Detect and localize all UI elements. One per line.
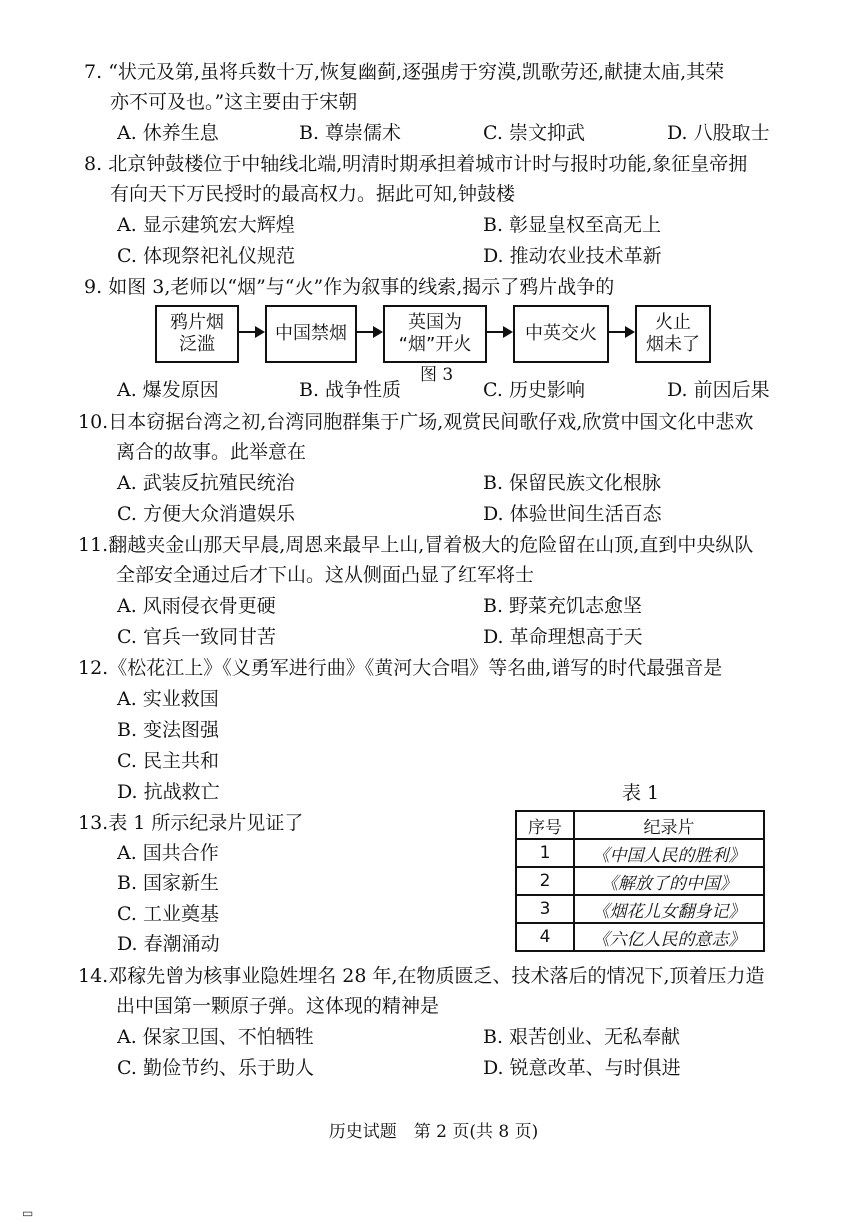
question-text: 离合的故事。此举意在	[116, 441, 307, 463]
table-row	[516, 895, 764, 923]
question-text: 邓稼先曾为核事业隐姓埋名 28 年,在物质匮乏、技术落后的情况下,顶着压力造	[108, 965, 765, 987]
option-d[interactable]: D. 前因后果	[667, 379, 770, 401]
figure-caption: 图 3	[420, 365, 454, 385]
question-text: “状元及第,虽将兵数十万,恢复幽蓟,逐强虏于穷漠,凯歌劳还,献捷太庙,其荣	[108, 61, 725, 83]
question-text: 亦不可及也。”这主要由于宋朝	[110, 91, 358, 113]
option-b[interactable]: B. 野菜充饥志愈坚	[483, 595, 643, 617]
options-12	[117, 777, 797, 807]
option-c[interactable]: C. 勤俭节约、乐于助人	[117, 1057, 314, 1079]
question-text: 《松花江上》《义勇军进行曲》《黄河大合唱》等名曲,谱写的时代最强音是	[108, 657, 723, 679]
option-c[interactable]: C. 官兵一致同甘苦	[117, 626, 276, 648]
table-header: 序号	[516, 811, 574, 839]
options-11	[117, 591, 797, 621]
option-b[interactable]: B. 彰显皇权至高无上	[483, 214, 662, 236]
question-9	[84, 272, 784, 302]
table-1	[515, 810, 765, 952]
options-14b	[117, 1053, 797, 1083]
options-12	[117, 715, 797, 745]
table-caption: 表 1	[622, 782, 660, 804]
options-10	[117, 468, 797, 498]
option-c[interactable]: C. 民主共和	[117, 750, 219, 772]
arrow-icon	[239, 331, 263, 333]
question-number: 7.	[84, 61, 103, 83]
option-c[interactable]: C. 历史影响	[483, 379, 585, 401]
table-cell: 《烟花儿女翻身记》	[574, 895, 764, 923]
option-d[interactable]: D. 推动农业技术革新	[483, 245, 662, 267]
table-row	[516, 839, 764, 867]
corner-mark: ▭	[22, 1206, 34, 1220]
table-cell: 3	[516, 895, 574, 923]
question-number: 12.	[78, 657, 109, 679]
option-b[interactable]: B. 艰苦创业、无私奉献	[483, 1026, 681, 1048]
table-cell: 《解放了的中国》	[574, 867, 764, 895]
table-cell: 《中国人民的胜利》	[574, 839, 764, 867]
flow-box-line: 火止	[655, 312, 691, 333]
option-d[interactable]: D. 八股取士	[667, 122, 770, 144]
table-row	[516, 923, 764, 951]
option-b[interactable]: B. 变法图强	[117, 719, 220, 741]
flow-box-5	[635, 305, 711, 363]
option-a[interactable]: A. 国共合作	[117, 842, 219, 864]
option-d[interactable]: D. 锐意改革、与时俱进	[483, 1057, 681, 1079]
question-14	[78, 961, 778, 1021]
flow-box-3	[383, 305, 487, 363]
options-13	[117, 868, 417, 898]
question-7	[84, 57, 784, 117]
flow-box-line: “烟”开火	[398, 334, 472, 355]
question-text: 如图 3,老师以“烟”与“火”作为叙事的线索,揭示了鸦片战争的	[108, 276, 615, 298]
flow-box-line: 中英交火	[525, 323, 597, 344]
arrow-icon	[357, 331, 381, 333]
option-c[interactable]: C. 方便大众消遣娱乐	[117, 503, 295, 525]
table-row	[516, 867, 764, 895]
flow-box-line: 英国为	[408, 312, 462, 333]
option-c[interactable]: C. 体现祭祀礼仪规范	[117, 245, 295, 267]
question-10	[78, 407, 778, 467]
question-text: 翻越夹金山那天早晨,周恩来最早上山,冒着极大的危险留在山顶,直到中央纵队	[108, 534, 754, 556]
options-9	[117, 375, 797, 405]
flow-box-line: 中国禁烟	[275, 323, 347, 344]
option-d[interactable]: D. 抗战救亡	[117, 781, 220, 803]
question-text: 全部安全通过后才下山。这从侧面凸显了红军将士	[116, 564, 535, 586]
options-13	[117, 899, 417, 929]
flow-box-line: 泛滥	[179, 334, 215, 355]
figure-3-flowchart	[155, 305, 715, 365]
flow-box-line: 鸦片烟	[170, 312, 224, 333]
option-a[interactable]: A. 保家卫国、不怕牺牲	[117, 1026, 314, 1048]
question-text: 北京钟鼓楼位于中轴线北端,明清时期承担着城市计时与报时功能,象征皇帝拥	[108, 153, 748, 175]
option-c[interactable]: C. 工业奠基	[117, 903, 219, 925]
question-number: 8.	[84, 153, 103, 175]
question-text: 有向天下万民授时的最高权力。据此可知,钟鼓楼	[110, 183, 516, 205]
option-a[interactable]: A. 武装反抗殖民统治	[117, 472, 295, 494]
arrow-icon	[487, 331, 511, 333]
question-text: 日本窃据台湾之初,台湾同胞群集于广场,观赏民间歌仔戏,欣赏中国文化中悲欢	[108, 411, 754, 433]
options-13	[117, 838, 417, 868]
table-header-row	[516, 811, 764, 839]
options-13	[117, 929, 417, 959]
flow-box-1	[155, 305, 239, 363]
question-number: 13.	[78, 812, 109, 834]
option-a[interactable]: A. 显示建筑宏大辉煌	[117, 214, 295, 236]
question-number: 14.	[78, 965, 109, 987]
question-text: 表 1 所示纪录片见证了	[108, 812, 304, 834]
options-12	[117, 684, 797, 714]
option-d[interactable]: D. 革命理想高于天	[483, 626, 643, 648]
question-number: 11.	[78, 534, 109, 556]
option-b[interactable]: B. 保留民族文化根脉	[483, 472, 662, 494]
flow-box-2	[265, 305, 357, 363]
question-12	[78, 653, 778, 683]
table-cell: 2	[516, 867, 574, 895]
option-b[interactable]: B. 战争性质	[299, 379, 402, 401]
option-a[interactable]: A. 风雨侵衣骨更硬	[117, 595, 276, 617]
flow-box-line: 烟未了	[646, 334, 700, 355]
flow-box-4	[513, 305, 609, 363]
option-d[interactable]: D. 春潮涌动	[117, 933, 220, 955]
options-10b	[117, 499, 797, 529]
options-8b	[117, 241, 797, 271]
question-11	[78, 530, 778, 590]
options-12	[117, 746, 797, 776]
table-header: 纪录片	[574, 811, 764, 839]
options-11b	[117, 622, 797, 652]
options-14	[117, 1022, 797, 1052]
question-text: 出中国第一颗原子弹。这体现的精神是	[116, 995, 440, 1017]
arrow-icon	[609, 331, 633, 333]
option-a[interactable]: A. 爆发原因	[117, 379, 219, 401]
option-b[interactable]: B. 尊崇儒术	[299, 122, 402, 144]
question-8	[84, 149, 784, 209]
option-a[interactable]: A. 休养生息	[117, 122, 219, 144]
option-d[interactable]: D. 体验世间生活百态	[483, 503, 662, 525]
option-c[interactable]: C. 崇文抑武	[483, 122, 585, 144]
option-b[interactable]: B. 国家新生	[117, 872, 220, 894]
table-cell: 《六亿人民的意志》	[574, 923, 764, 951]
question-number: 9.	[84, 276, 103, 298]
page-footer: 历史试题 第 2 页(共 8 页)	[328, 1122, 539, 1142]
options-7	[117, 118, 797, 148]
question-number: 10.	[78, 411, 109, 433]
question-13	[78, 808, 498, 838]
table-cell: 4	[516, 923, 574, 951]
options-8	[117, 210, 797, 240]
option-a[interactable]: A. 实业救国	[117, 688, 219, 710]
table-cell: 1	[516, 839, 574, 867]
